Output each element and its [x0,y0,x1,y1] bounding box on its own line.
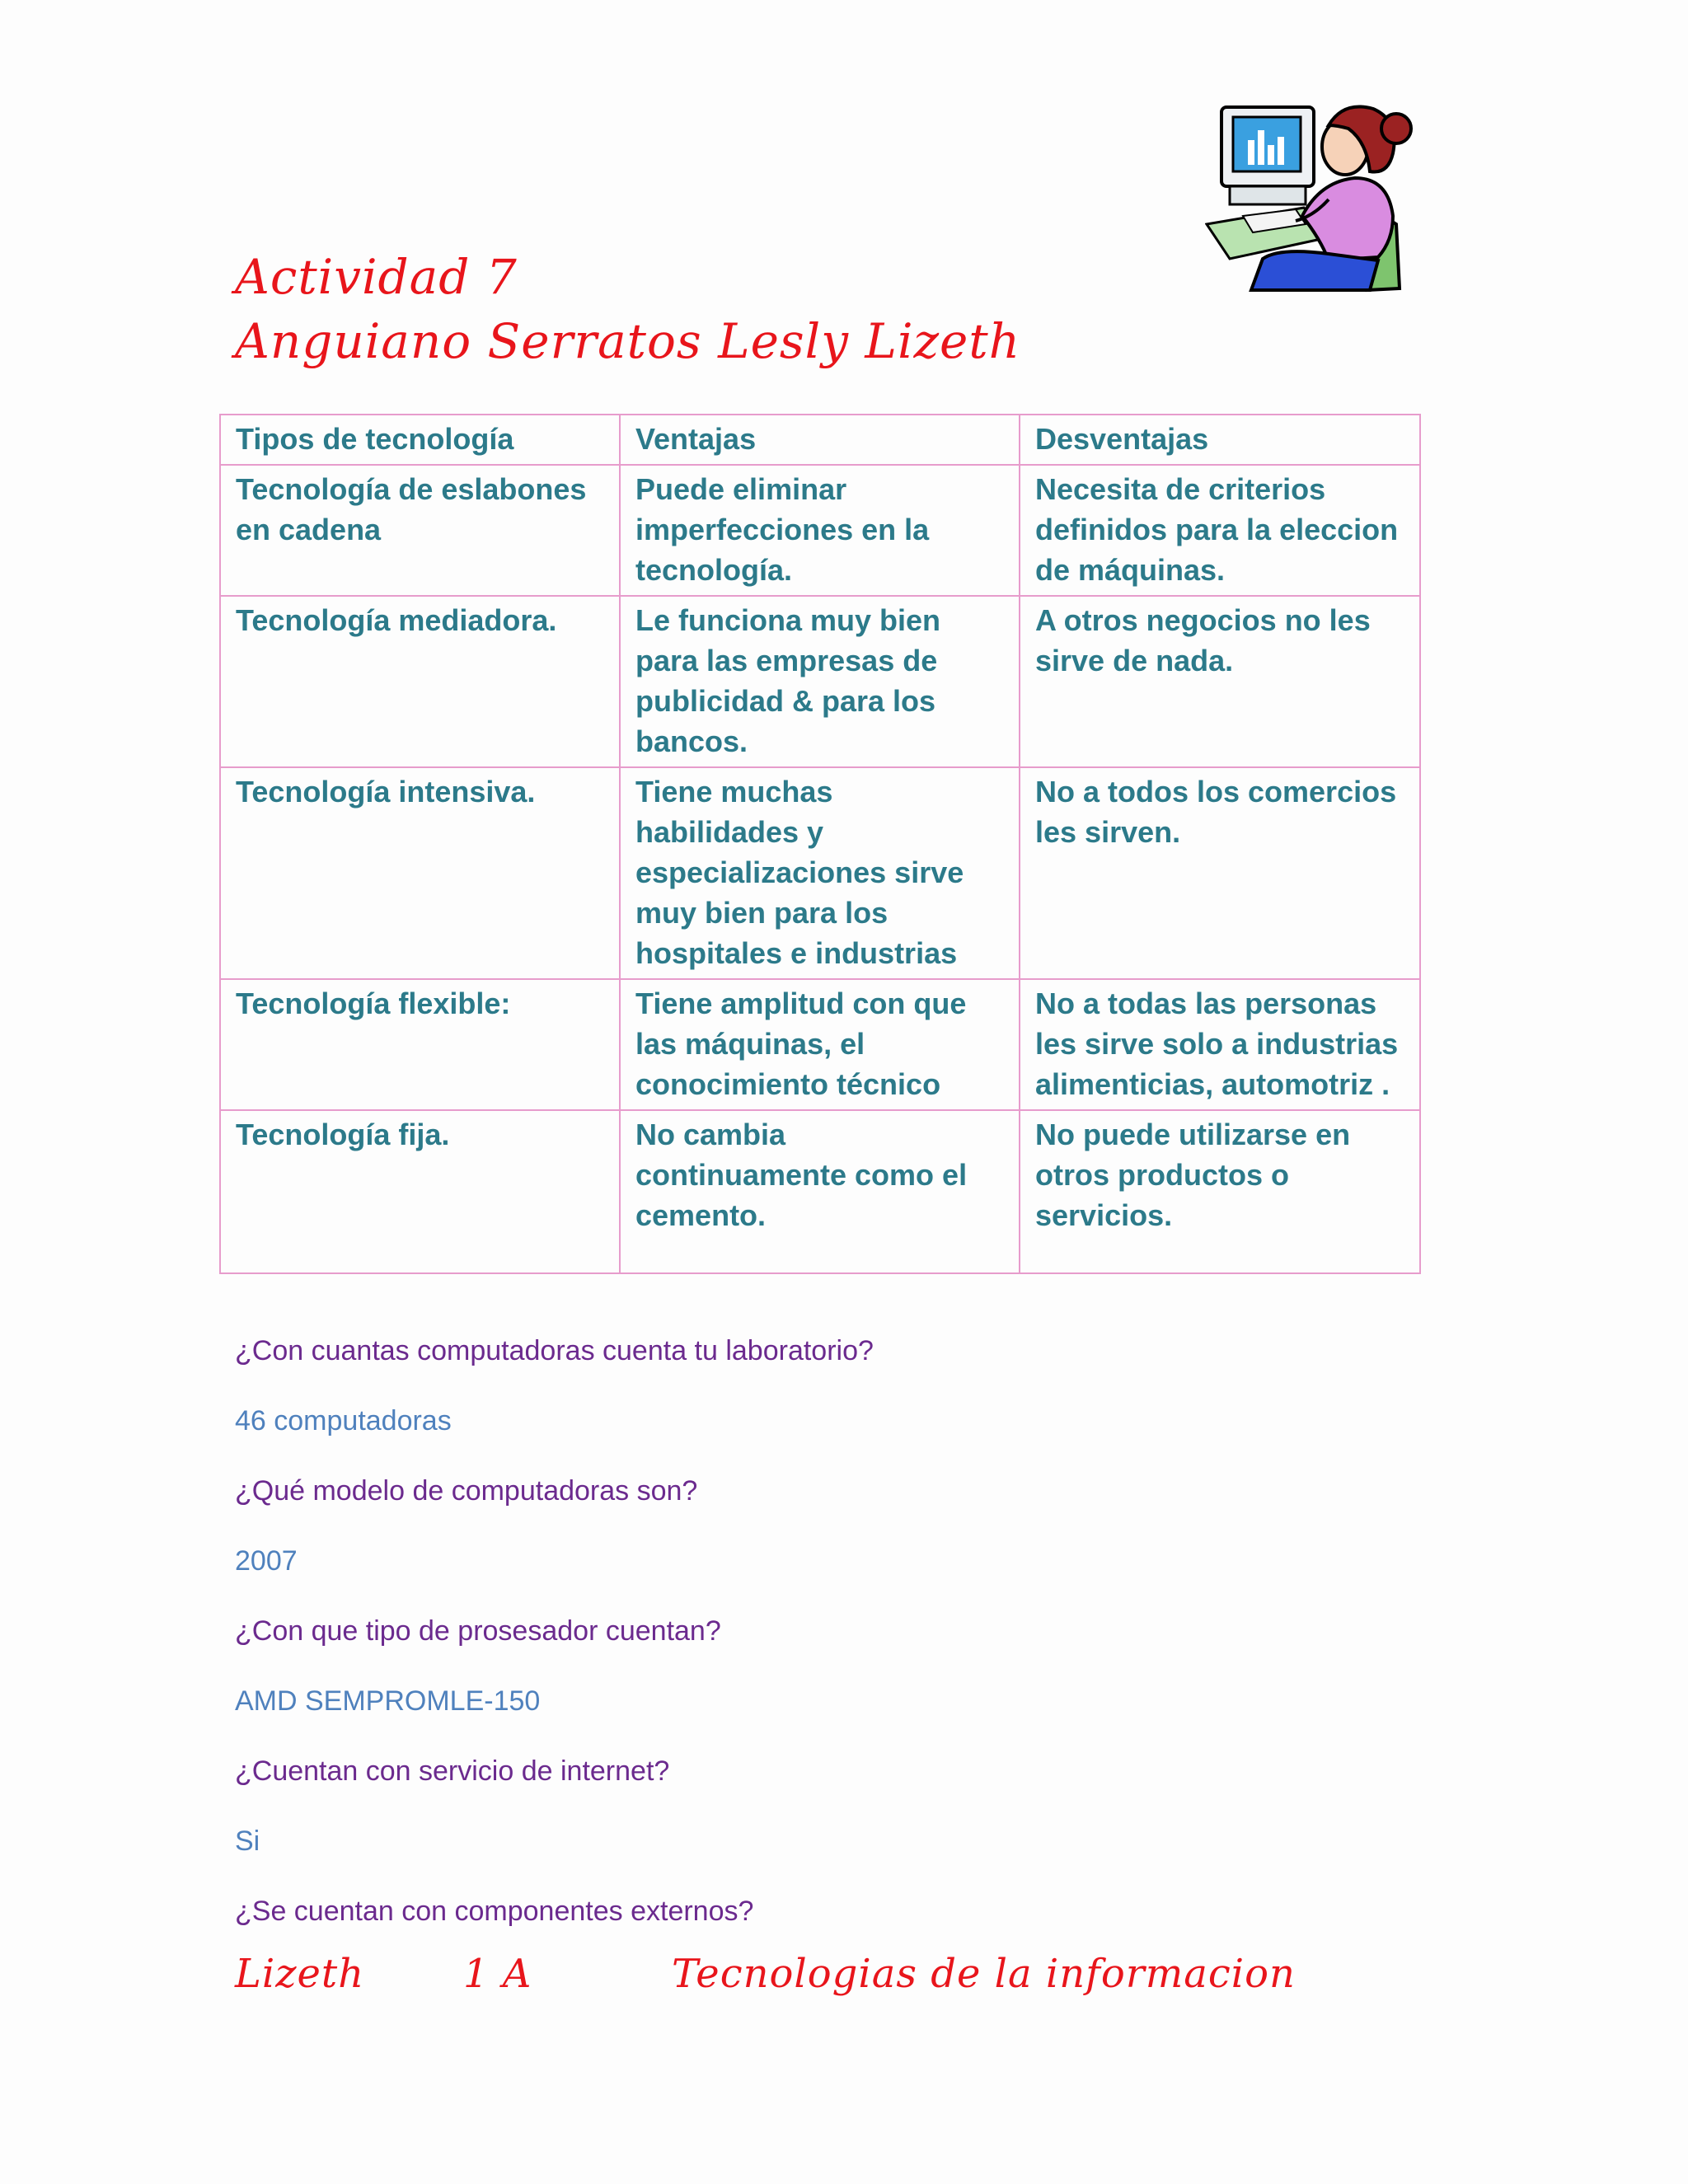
table-cell: Tecnología fija. [220,1110,620,1273]
answer-text: Si [235,1825,260,1857]
table-cell: No cambia continuamente como el cemento. [620,1110,1020,1273]
table-cell: No a todos los comercios les sirven. [1020,767,1420,979]
table-cell: Tiene amplitud con que las máquinas, el conocimiento técnico [620,979,1020,1110]
table-cell: Tecnología de eslabones en cadena [220,465,620,596]
question-text: ¿Con cuantas computadoras cuenta tu laboratorio? [235,1335,874,1366]
table-cell: Tecnología flexible: [220,979,620,1110]
table-cell: Tiene muchas habilidades y especializaciones sirve muy bien para los hospitales e industrias [620,767,1020,979]
table-row [220,979,1420,1110]
answer-text: 46 computadoras [235,1405,452,1436]
table-cell: No a todas las personas les sirve solo a industrias alimenticias, automotriz . [1020,979,1420,1110]
table-cell: Puede eliminar imperfecciones en la tecnología. [620,465,1020,596]
footer-group: 1 A [463,1951,532,1997]
footer-name: Lizeth [235,1951,365,1997]
woman-at-computer-icon [1205,92,1419,298]
table-header-row [220,415,1420,465]
table-row [220,596,1420,767]
column-header-desventajas: Desventajas [1020,415,1420,465]
table-cell: Le funciona muy bien para las empresas de publicidad & para los bancos. [620,596,1020,767]
question-text: ¿Qué modelo de computadoras son? [235,1475,698,1507]
question-text: ¿Con que tipo de prosesador cuentan? [235,1615,721,1647]
technology-table [219,414,1421,1274]
table-row [220,1110,1420,1273]
table-cell: Tecnología intensiva. [220,767,620,979]
question-text: ¿Cuentan con servicio de internet? [235,1755,670,1787]
document-title: Actividad 7 [235,249,518,305]
author-name: Anguiano Serratos Lesly Lizeth [235,313,1021,369]
column-header-ventajas: Ventajas [620,415,1020,465]
answer-text: AMD SEMPROMLE-150 [235,1685,541,1717]
table-cell: Tecnología mediadora. [220,596,620,767]
footer-subject: Tecnologias de la informacion [672,1951,1296,1997]
answer-text: 2007 [235,1545,298,1577]
table-cell: A otros negocios no les sirve de nada. [1020,596,1420,767]
footer [0,1945,1688,2011]
table-cell: No puede utilizarse en otros productos o servicios. [1020,1110,1420,1273]
table-row [220,767,1420,979]
table-row [220,465,1420,596]
column-header-tipos: Tipos de tecnología [220,415,620,465]
table-cell: Necesita de criterios definidos para la eleccion de máquinas. [1020,465,1420,596]
question-text: ¿Se cuentan con componentes externos? [235,1896,754,1927]
